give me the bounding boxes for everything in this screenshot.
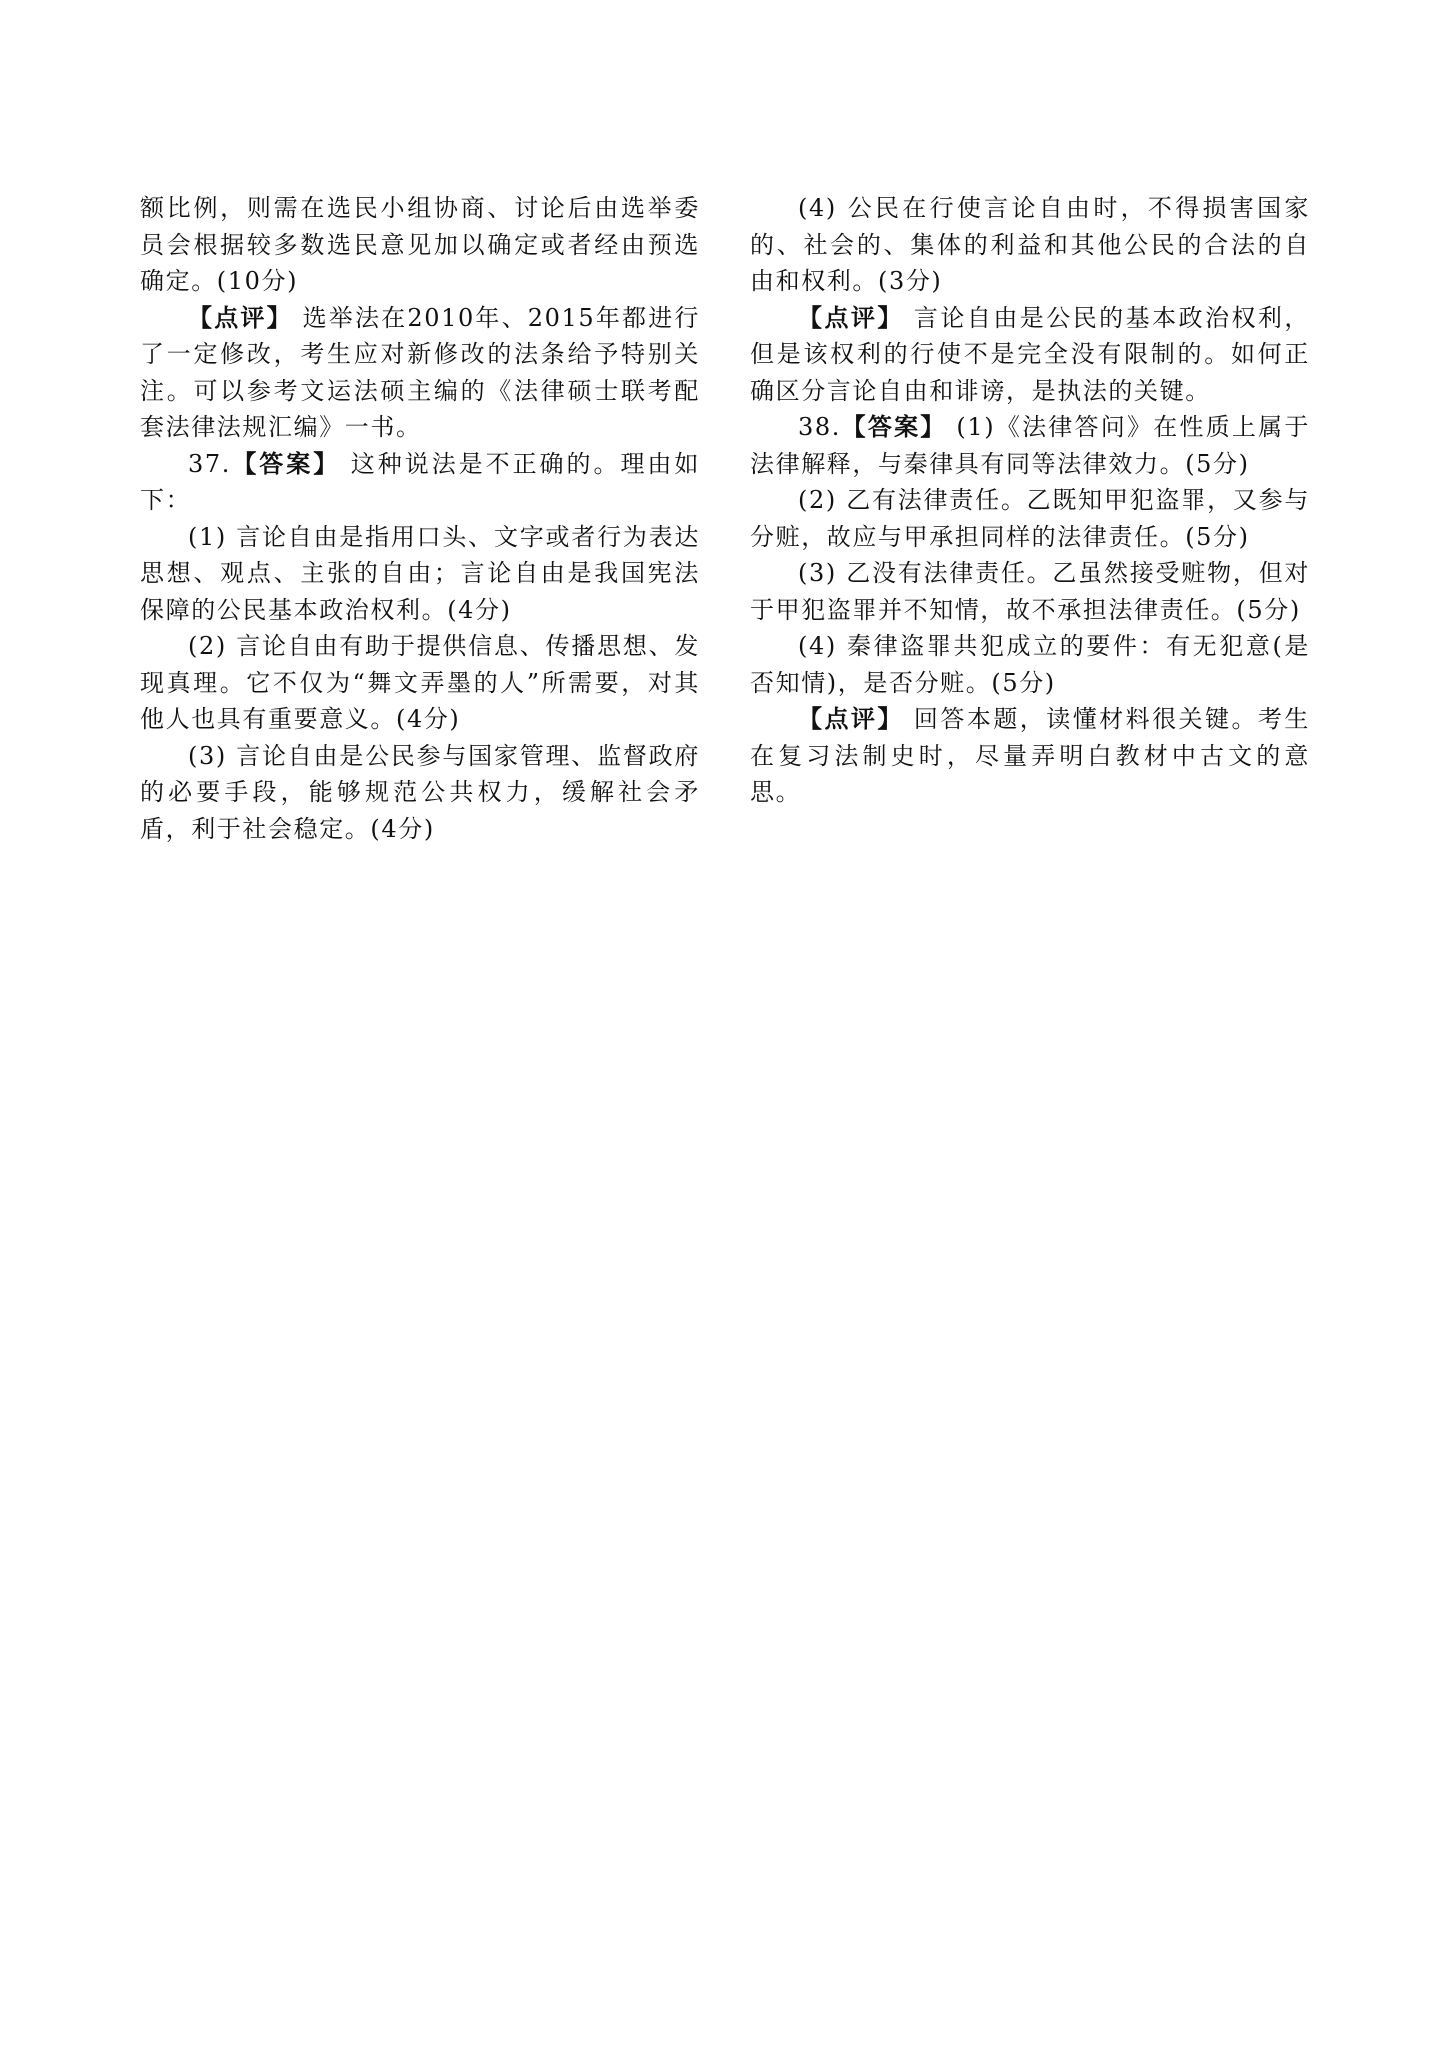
answer-point-2: (2) 乙有法律责任。乙既知甲犯盗罪，又参与分赃，故应与甲承担同样的法律责任。(5分) [750, 486, 1310, 551]
comment-text: 选举法在2010年、2015年都进行了一定修改，考生应对新修改的法条给予特别关注。可以参考文运法硕主编的《法律硕士联考配套法律法规汇编》一书。 [140, 303, 701, 441]
left-column [140, 190, 700, 847]
right-column [750, 190, 1310, 811]
paragraph-comment-q38 [750, 701, 1310, 811]
answer-tag: 【答案】 [840, 413, 947, 441]
answer-tag: 【答案】 [230, 449, 341, 478]
comment-tag: 【点评】 [798, 705, 904, 733]
answer-point-4: (4) 公民在行使言论自由时，不得损害国家的、社会的、集体的利益和其他公民的合法的自由和权利。(3分) [750, 194, 1310, 295]
answer-point-3: (3) 言论自由是公民参与国家管理、监督政府的必要手段，能够规范公共权力，缓解社会矛盾，利于社会稳定。(4分) [140, 741, 700, 843]
question-number: 37. [188, 449, 231, 478]
comment-tag: 【点评】 [798, 303, 904, 332]
question-number: 38. [798, 413, 841, 441]
comment-tag: 【点评】 [188, 303, 293, 332]
answer-point-4: (4) 秦律盗罪共犯成立的要件：有无犯意(是否知情)，是否分赃。(5分) [750, 632, 1310, 697]
paragraph-comment-q36 [140, 300, 700, 446]
paragraph-continuation: 额比例，则需在选民小组协商、讨论后由选举委员会根据较多数选民意见加以确定或者经由预选确定。(10分) [140, 194, 700, 295]
paragraph-comment-q37 [750, 300, 1310, 410]
paragraph-answer-q37 [140, 446, 700, 519]
answer-text: 这种说法是不正确的。理由如下： [140, 449, 700, 514]
answer-text: (1)《法律答问》在性质上属于法律解释，与秦律具有同等法律效力。(5分) [750, 413, 1310, 478]
answer-point-1: (1) 言论自由是指用口头、文字或者行为表达思想、观点、主张的自由；言论自由是我国宪法保障的公民基本政治权利。(4分) [140, 522, 700, 624]
paragraph-answer-q38 [750, 409, 1310, 482]
comment-text: 言论自由是公民的基本政治权利，但是该权利的行使不是完全没有限制的。如何正确区分言论自由和诽谤，是执法的关键。 [750, 303, 1310, 405]
answer-point-3: (3) 乙没有法律责任。乙虽然接受赃物，但对于甲犯盗罪并不知情，故不承担法律责任。(5分) [750, 559, 1310, 624]
answer-point-2: (2) 言论自由有助于提供信息、传播思想、发现真理。它不仅为“舞文弄墨的人”所需要，对其他人也具有重要意义。(4分) [140, 632, 700, 733]
comment-text: 回答本题，读懂材料很关键。考生在复习法制史时，尽量弄明白教材中古文的意思。 [750, 705, 1310, 806]
